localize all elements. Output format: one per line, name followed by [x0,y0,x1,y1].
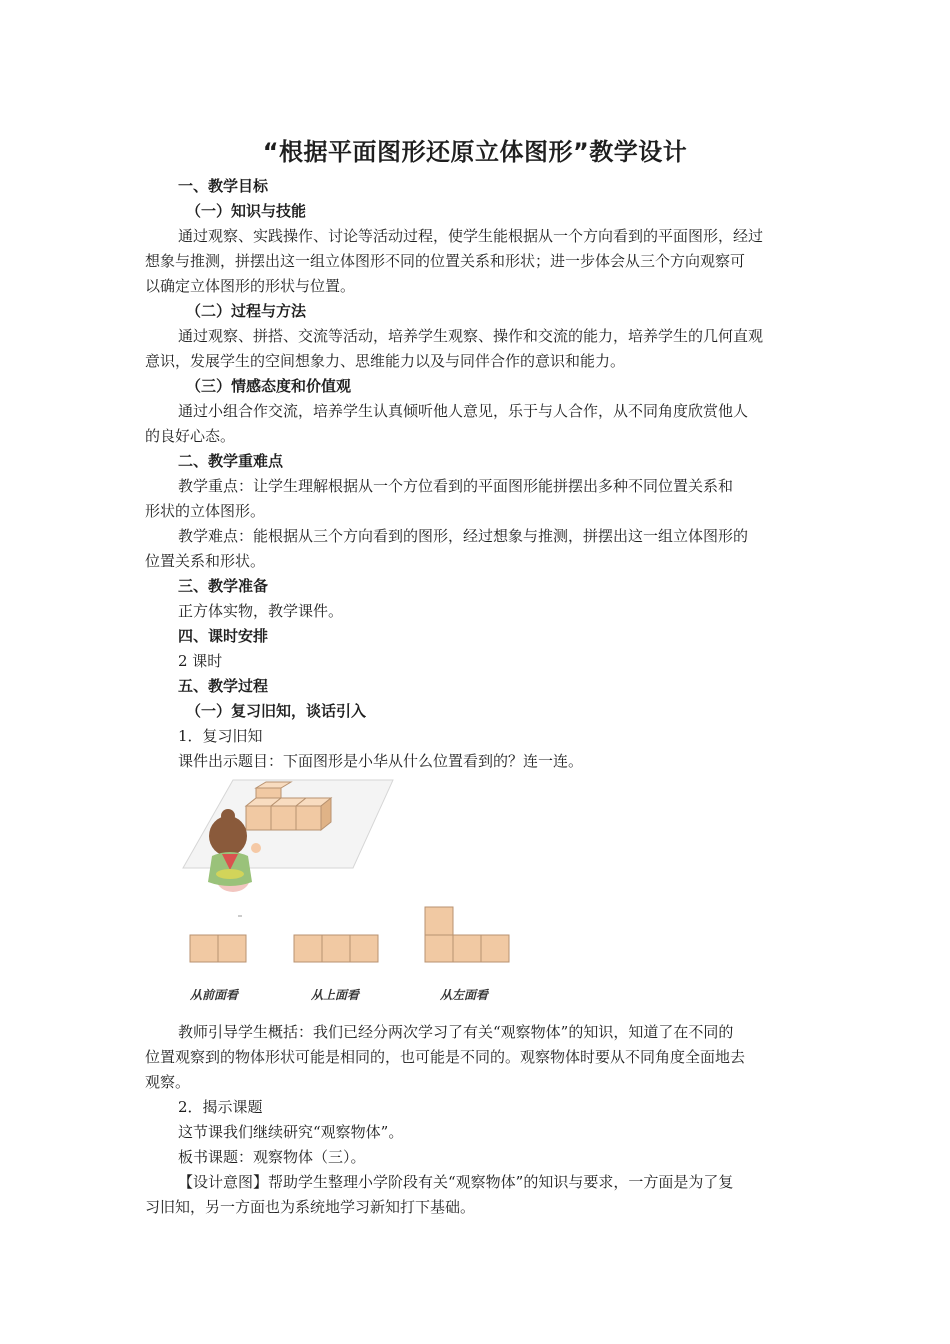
paragraph-line: 位置观察到的物体形状可能是相同的，也可能是不同的。观察物体时要从不同角度全面地去 [145,1048,746,1066]
subheading-review: （一）复习旧知，谈话引入 [186,702,367,720]
paragraph-line: 2．揭示课题 [178,1098,263,1116]
paragraph-line: 这节课我们继续研究“观察物体”。 [178,1123,404,1141]
paragraph-line: 1．复习旧知 [178,727,263,745]
paragraph-line: 正方体实物，教学课件。 [178,602,344,620]
paragraph-line: 教师引导学生概括：我们已经分两次学习了有关“观察物体”的知识，知道了在不同的 [178,1023,734,1041]
paragraph-line: 的良好心态。 [145,427,236,445]
cube-illustration [178,778,518,1008]
paragraph-line: 以确定立体图形的形状与位置。 [145,277,356,295]
paragraph-line: 通过观察、拼搭、交流等活动，培养学生观察、操作和交流的能力，培养学生的几何直观 [178,327,764,345]
paragraph-line: 位置关系和形状。 [145,552,266,570]
caption-front-view: 从前面看 [190,988,239,1002]
heading-process: 五、教学过程 [178,677,269,695]
paragraph-line: 意识，发展学生的空间想象力、思维能力以及与同伴合作的意识和能力。 [145,352,626,370]
paragraph-line: 习旧知，另一方面也为系统地学习新知打下基础。 [145,1198,476,1216]
subheading-attitude: （三）情感态度和价值观 [186,377,352,395]
paragraph-line: 通过小组合作交流，培养学生认真倾听他人意见，乐于与人合作，从不同角度欣赏他人 [178,402,749,420]
heading-preparation: 三、教学准备 [178,577,269,595]
paragraph-line: 想象与推测，拼摆出这一组立体图形不同的位置关系和形状；进一步体会从三个方向观察可 [145,252,746,270]
document-title: “根据平面图形还原立体图形”教学设计 [262,138,688,166]
paragraph-line: 2 课时 [178,652,223,670]
paragraph-line: 形状的立体图形。 [145,502,266,520]
caption-top-view: 从上面看 [311,988,360,1002]
paragraph-line: 教学重点：让学生理解根据从一个方位看到的平面图形能拼摆出多种不同位置关系和 [178,477,734,495]
heading-schedule: 四、课时安排 [178,627,269,645]
paragraph-line: 观察。 [145,1073,191,1091]
observation-figure [178,778,518,1008]
subheading-knowledge: （一）知识与技能 [186,202,307,220]
heading-key-points: 二、教学重难点 [178,452,284,470]
paragraph-line: 板书课题：观察物体（三）。 [178,1148,366,1166]
paragraph-line: 课件出示题目：下面图形是小华从什么位置看到的？连一连。 [178,752,584,770]
paragraph-line: 通过观察、实践操作、讨论等活动过程，使学生能根据从一个方向看到的平面图形，经过 [178,227,764,245]
heading-objectives: 一、教学目标 [178,177,269,195]
design-intent-line: 【设计意图】帮助学生整理小学阶段有关“观察物体”的知识与要求，一方面是为了复 [178,1173,734,1191]
paragraph-line: 教学难点：能根据从三个方向看到的图形，经过想象与推测，拼摆出这一组立体图形的 [178,527,749,545]
subheading-process: （二）过程与方法 [186,302,307,320]
caption-left-view: 从左面看 [440,988,489,1002]
